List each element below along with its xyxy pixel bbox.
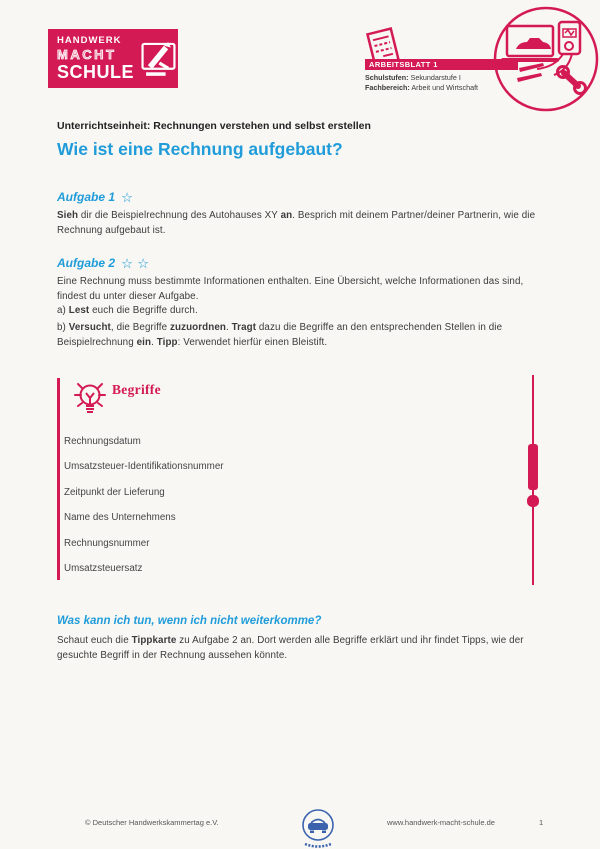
pencil-canvas-icon (139, 36, 178, 82)
task2-body: Eine Rechnung muss bestimmte Informationen enthalten. Eine Übersicht, welche Informationen das sind, findest du unter dieser Aufgabe. (57, 276, 524, 302)
lightbulb-icon (70, 378, 110, 424)
subject-value: Arbeit und Wirtschaft (409, 83, 479, 92)
car-diagnostics-illustration (492, 5, 600, 113)
task1-heading (57, 190, 137, 206)
term-item: Umsatzsteuer-Identifikationsnummer (64, 461, 224, 473)
begriffe-heading: Begriffe (112, 382, 161, 397)
school-level-row (365, 73, 478, 83)
task2-heading (57, 256, 153, 272)
logo-line-schule: SCHULE (57, 61, 135, 82)
exclamation-mark-icon (528, 444, 538, 490)
term-item: Name des Unternehmens (64, 512, 176, 524)
worksheet-number-banner: ARBEITSBLATT 1 (365, 59, 518, 70)
worksheet-meta (365, 73, 478, 93)
exclamation-dot-icon (527, 495, 539, 507)
logo-wordmark (57, 36, 134, 81)
footer-page-number: 1 (539, 818, 544, 827)
task1-heading-label: Aufgabe 1 (57, 190, 116, 204)
task2-heading-label: Aufgabe 2 (57, 256, 116, 270)
term-item: Umsatzsteuersatz (64, 563, 143, 575)
term-item: Rechnungsdatum (64, 436, 141, 447)
task2-item-b: b) Versucht, die Begriffe zuzuordnen. Tragt dazu die Begriffe an den entsprechenden Stellen in die Beispielrechnung ein. Tipp: Verwendet hierfür einen Bleistift. (57, 322, 503, 348)
school-level-value: Sekundarstufe I (408, 73, 461, 82)
page-title: Wie ist eine Rechnung aufgebaut? (57, 139, 343, 159)
car-badge-icon (300, 808, 336, 849)
subject-row (365, 83, 478, 93)
logo-line-macht: MACHT (57, 46, 117, 62)
footer-copyright: © Deutscher Handwerkskammertag e.V. (85, 818, 219, 827)
handwerk-macht-schule-logo (48, 29, 178, 88)
term-item: Rechnungsnummer (64, 537, 150, 549)
help-body: Schaut euch die Tippkarte zu Aufgabe 2 an. Dort werden alle Begriffe erklärt und ihr findet Tipps, wie der gesuchte Begriff in der Rechnung aussehen könnte. (57, 635, 524, 661)
begriffe-term-list (64, 429, 364, 581)
logo-line-handwerk: HANDWERK (57, 35, 122, 47)
help-heading: Was kann ich tun, wenn ich nicht weiterkomme? (57, 615, 322, 627)
school-level-label: Schulstufen: (365, 73, 409, 82)
footer-website: www.handwerk-macht-schule.de (387, 818, 495, 827)
difficulty-star-icon: ☆ (121, 190, 138, 205)
subject-label: Fachbereich: (365, 83, 410, 92)
term-item: Zeitpunkt der Lieferung (64, 486, 165, 498)
begriffe-left-rule (57, 378, 60, 580)
unit-title: Unterrichtseinheit: Rechnungen verstehen und selbst erstellen (57, 120, 371, 132)
task2-item-a: a) Lest euch die Begriffe durch. (57, 305, 198, 316)
kfz-badge-logo (300, 808, 336, 849)
difficulty-stars-icon: ☆☆ (121, 256, 154, 271)
task1-body: Sieh dir die Beispielrechnung des Autohauses XY an. Besprich mit deinem Partner/deiner Partnerin, wie die Rechnung aufgebaut ist. (57, 210, 536, 236)
